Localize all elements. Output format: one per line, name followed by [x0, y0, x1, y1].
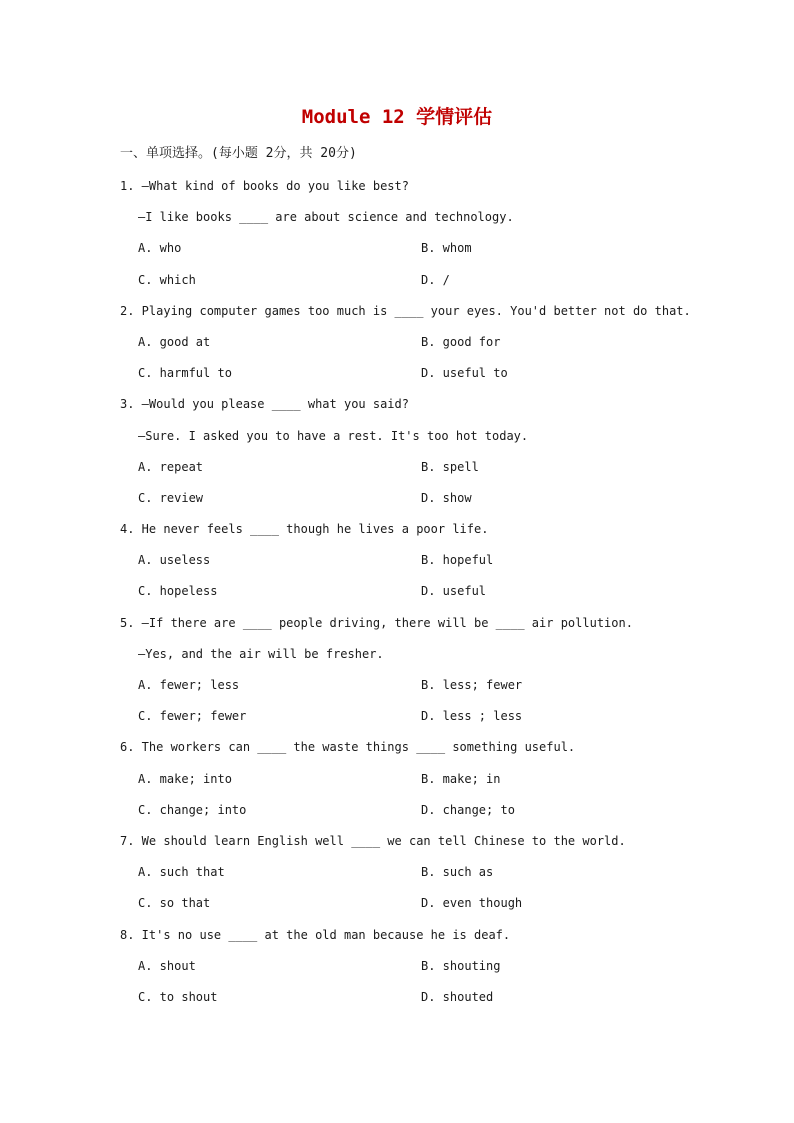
options-row [120, 706, 720, 737]
options-row [120, 238, 720, 269]
option-b: B. hopeful [421, 553, 494, 568]
options-row [120, 862, 720, 893]
options-row [120, 800, 720, 831]
option-b: B. whom [421, 241, 472, 256]
option-c: C. which [138, 272, 196, 287]
question-stem: 3. —Would you please ____ what you said? [120, 397, 409, 412]
question-stem: 8. It's no use ____ at the old man because he is deaf. [120, 927, 511, 942]
question-stem: 5. —If there are ____ people driving, there will be ____ air pollution. [120, 615, 633, 630]
question-extra: —Sure. I asked you to have a rest. It's too hot today. [138, 428, 529, 443]
question-6 [120, 737, 720, 831]
question-stem: 1. —What kind of books do you like best? [120, 179, 409, 193]
question-1 [120, 176, 720, 301]
option-b: B. such as [421, 865, 494, 880]
question-extra: —I like books ____ are about science and technology. [138, 210, 514, 225]
options-row [120, 956, 720, 987]
option-d: D. even though [421, 896, 523, 911]
option-c: C. fewer; fewer [138, 709, 247, 724]
options-row [120, 550, 720, 581]
option-a: A. fewer; less [138, 678, 240, 692]
option-a: A. shout [138, 958, 196, 973]
option-c: C. harmful to [138, 366, 232, 381]
option-d: D. shouted [421, 989, 494, 1004]
options-row [120, 769, 720, 800]
option-a: A. repeat [138, 459, 204, 474]
option-a: A. useless [138, 553, 211, 568]
question-stem: 7. We should learn English well ____ we can tell Chinese to the world. [120, 833, 626, 848]
option-b: B. spell [421, 459, 479, 474]
option-c: C. so that [138, 896, 211, 911]
option-c: C. change; into [138, 802, 247, 817]
option-d: D. show [421, 490, 472, 505]
options-row [120, 457, 720, 488]
question-stem: 2. Playing computer games too much is ____ your eyes. You'd better not do that. [120, 303, 691, 318]
options-row [120, 581, 720, 612]
question-list [120, 176, 720, 1018]
option-d: D. change; to [421, 802, 515, 817]
options-row [120, 893, 720, 924]
option-d: D. less ; less [421, 709, 523, 724]
question-5 [120, 613, 720, 738]
options-row [120, 270, 720, 301]
options-row [120, 363, 720, 394]
options-row [120, 488, 720, 519]
option-b: B. good for [421, 334, 501, 349]
option-c: C. review [138, 490, 204, 505]
page-title: Module 12 学情评估 [301, 106, 493, 128]
options-row [120, 675, 720, 706]
option-d: D. useful to [421, 366, 508, 381]
question-3 [120, 394, 720, 519]
question-4 [120, 519, 720, 613]
option-a: A. good at [138, 334, 211, 349]
question-2 [120, 301, 720, 395]
option-c: C. hopeless [138, 584, 218, 599]
question-extra: —Yes, and the air will be fresher. [138, 646, 384, 661]
section-header: 一、单项选择。(每小题 2分，共 20分) [120, 146, 357, 161]
option-d: D. useful [421, 584, 487, 599]
option-a: A. such that [138, 865, 225, 880]
question-8 [120, 925, 720, 1019]
option-a: A. make; into [138, 771, 232, 786]
option-b: B. less; fewer [421, 678, 523, 692]
options-row [120, 332, 720, 363]
question-7 [120, 831, 720, 925]
option-d: D. / [421, 272, 450, 287]
option-a: A. who [138, 241, 182, 256]
question-stem: 4. He never feels ____ though he lives a poor life. [120, 522, 489, 537]
option-b: B. make; in [421, 771, 501, 786]
options-row [120, 987, 720, 1018]
option-b: B. shouting [421, 958, 501, 973]
question-stem: 6. The workers can ____ the waste things ____ something useful. [120, 740, 576, 755]
option-c: C. to shout [138, 989, 218, 1004]
